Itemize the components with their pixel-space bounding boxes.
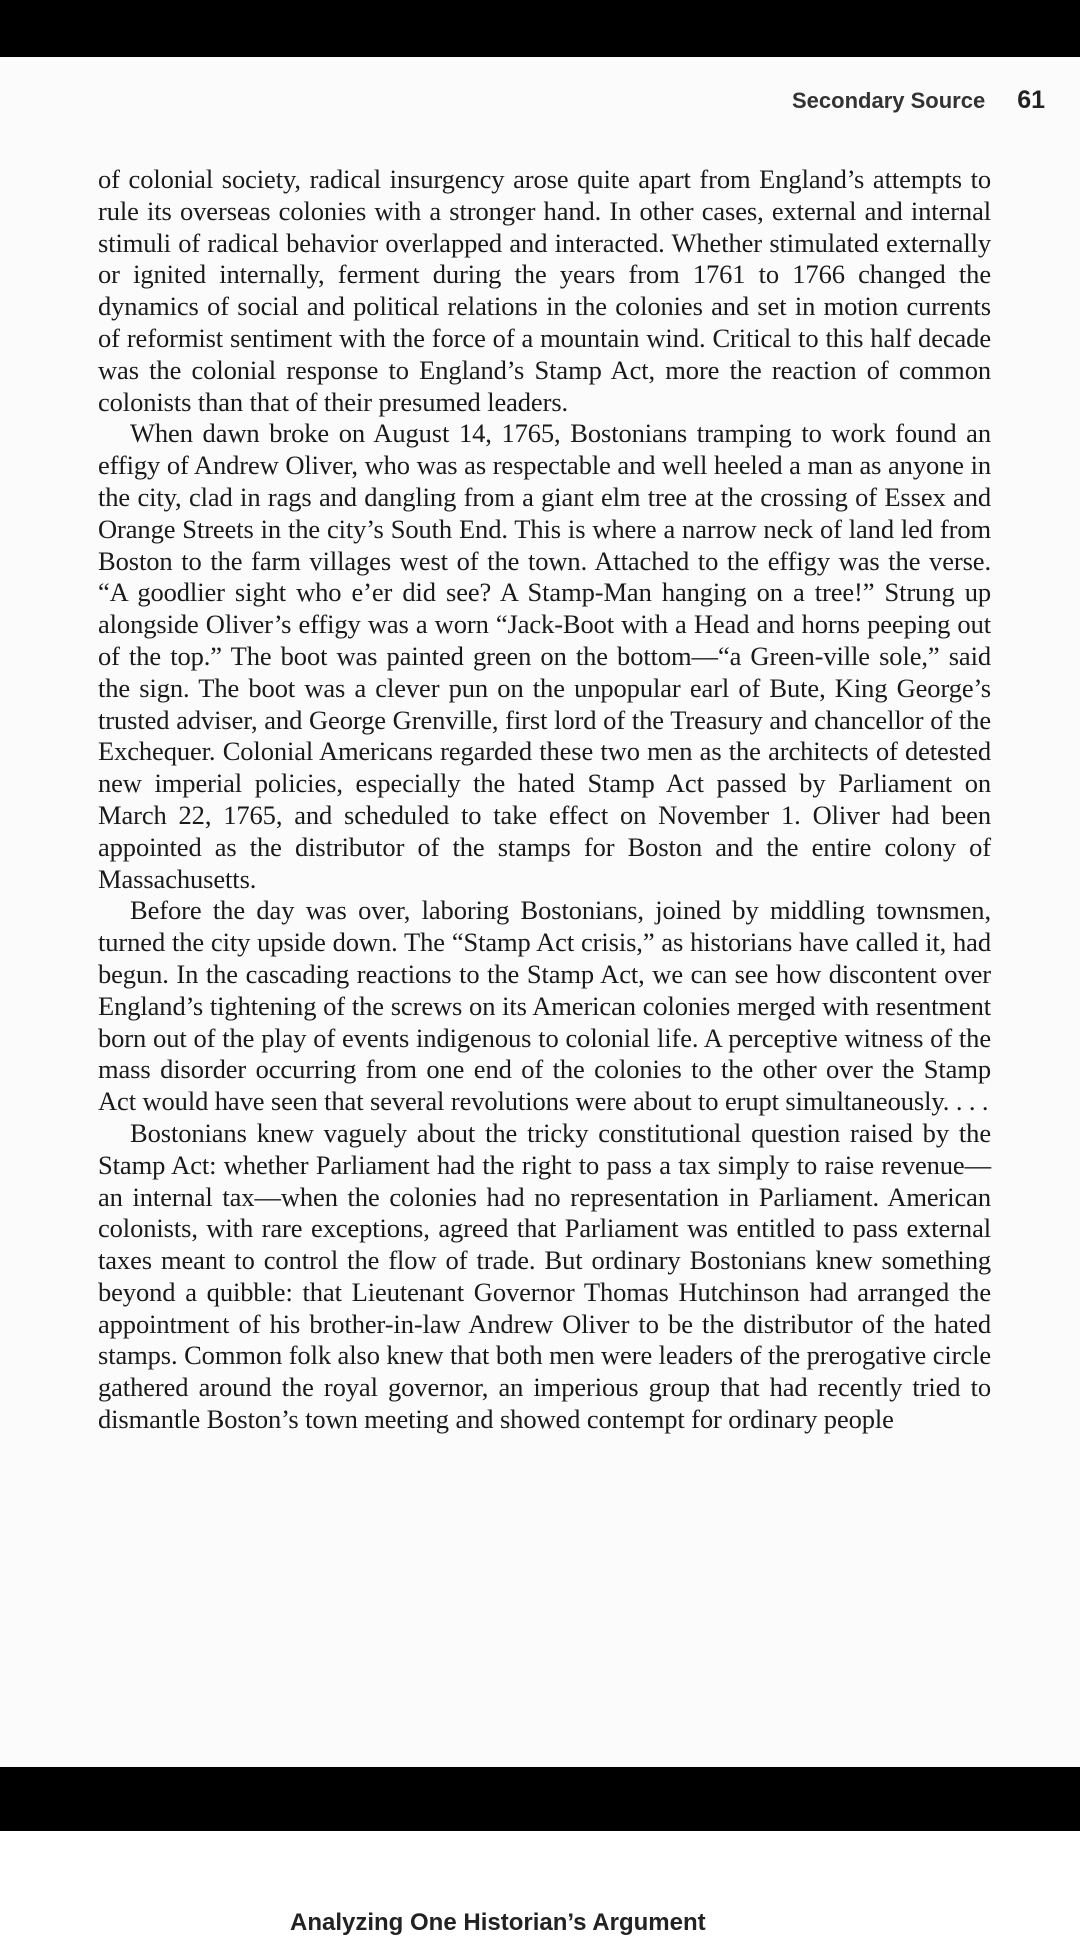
bottom-black-bar (0, 1767, 1080, 1831)
paragraph: Bostonians knew vaguely about the tricky constitutional question raised by the Stamp Act: whether Parliament had the right to pass a tax simply to raise revenue—an internal tax—when the colonies had no representation in Parliament. American colonists, with rare exceptions, agreed that Parliament was entitled to pass external taxes meant to control the flow of trade. But ordinary Bostonians knew something beyond a quibble: that Lieutenant Governor Thomas Hutchinson had arranged the appointment of his brother-in-law Andrew Oliver to be the distributor of the hated stamps. Common folk also knew that both men were leaders of the prerogative circle gathered around the royal governor, an imperious group that had recently tried to dismantle Boston’s town meeting and showed contempt for ordinary people (98, 1117, 991, 1435)
paragraph: When dawn broke on August 14, 1765, Bostonians tramping to work found an effigy of Andrew Oliver, who was as respectable and well heeled a man as anyone in the city, clad in rags and dangling from a giant elm tree at the crossing of Essex and Orange Streets in the city’s South End. This is where a narrow neck of land led from Boston to the farm villages west of the town. Attached to the effigy was the verse. “A goodlier sight who e’er did see? A Stamp-Man hanging on a tree!” Strung up alongside Oliver’s effigy was a worn “Jack-Boot with a Head and horns peeping out of the top.” The boot was painted green on the bottom—“a Green-ville sole,” said the sign. The boot was a clever pun on the unpopular earl of Bute, King George’s trusted adviser, and George Grenville, first lord of the Treasury and chancellor of the Exchequer. Colonial Americans regarded these two men as the architects of detested new imperial policies, especially the hated Stamp Act passed by Parliament on March 22, 1765, and scheduled to take effect on November 1. Oliver had been appointed as the distributor of the stamps for Boston and the entire colony of Massachusetts. (98, 418, 991, 894)
paragraph: of colonial society, radical insurgency arose quite apart from England’s attempts to rule its overseas colonies with a stronger hand. In other cases, external and internal stimuli of radical behavior overlapped and interacted. Whether stimulated externally or ignited internally, ferment during the years from 1761 to 1766 changed the dynamics of social and political relations in the colonies and set in motion currents of reformist sentiment with the force of a mountain wind. Critical to this half decade was the colonial response to England’s Stamp Act, more the reaction of common colonists than that of their presumed leaders. (98, 164, 991, 417)
next-page-running-head: Analyzing One Historian’s Argument (290, 1909, 706, 1936)
body-text (98, 164, 991, 1436)
paragraph: Before the day was over, laboring Bostonians, joined by middling townsmen, turned the city upside down. The “Stamp Act crisis,” as historians have called it, had begun. In the cascading reactions to the Stamp Act, we can see how discontent over England’s tightening of the screws on its American colonies merged with resentment born out of the play of events indigenous to colonial life. A perceptive witness of the mass disorder occurring from one end of the colonies to the other over the Stamp Act would have seen that several revolutions were about to erupt simultaneously. . . . (98, 895, 991, 1117)
next-page-peek (0, 1831, 1080, 1936)
running-head (792, 86, 1045, 115)
top-black-bar (0, 0, 1080, 57)
section-label: Secondary Source (792, 88, 986, 113)
page-number: 61 (1017, 86, 1045, 114)
